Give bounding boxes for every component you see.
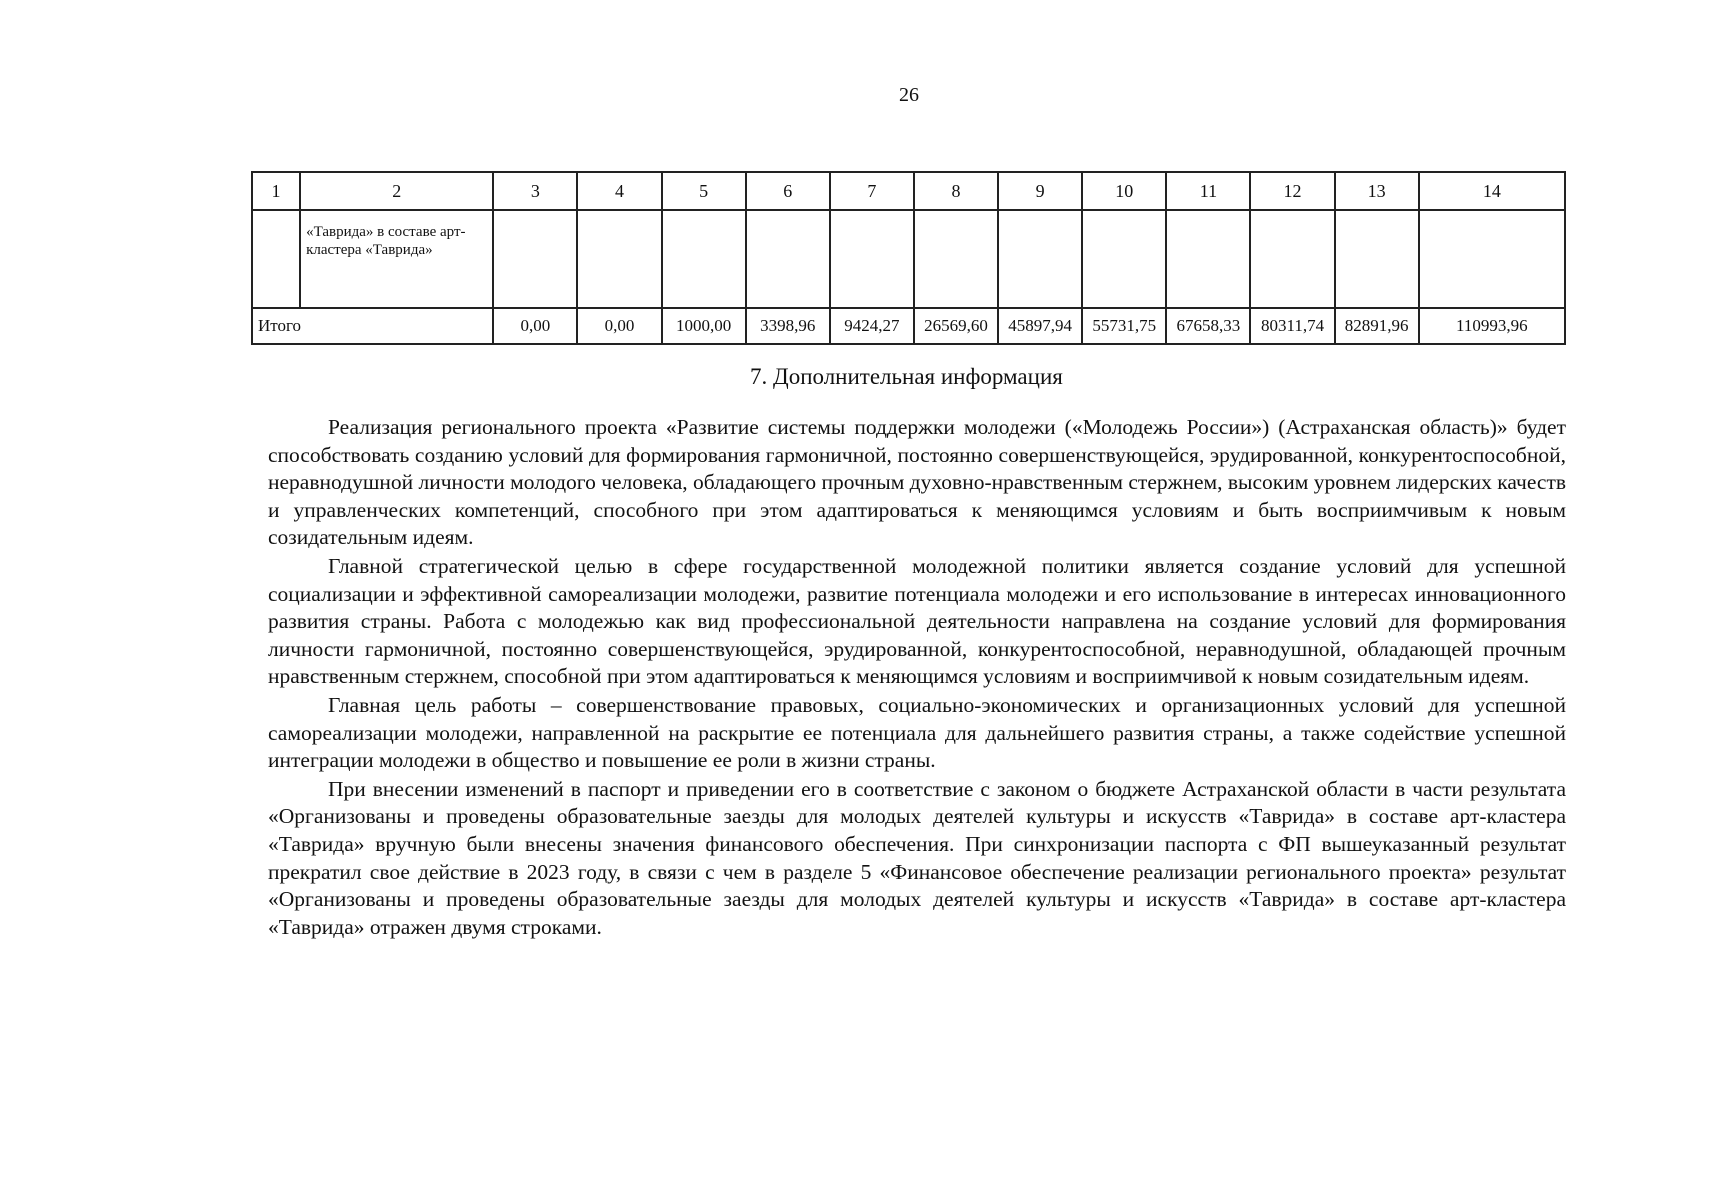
total-value-cell: 3398,96: [746, 308, 830, 344]
empty-cell: [746, 210, 830, 308]
header-cell: 5: [662, 172, 746, 210]
empty-cell: [1335, 210, 1419, 308]
header-cell: 9: [998, 172, 1082, 210]
row-description-cell: «Таврида» в составе арт-кластера «Таврида»: [300, 210, 493, 308]
empty-cell: [1419, 210, 1565, 308]
empty-cell: [252, 210, 300, 308]
header-cell: 10: [1082, 172, 1166, 210]
empty-cell: [662, 210, 746, 308]
body-text: [268, 414, 1566, 942]
page-number: 26: [899, 84, 919, 106]
header-cell: 7: [830, 172, 914, 210]
total-value-cell: 9424,27: [830, 308, 914, 344]
header-cell: 2: [300, 172, 493, 210]
table-row: [252, 210, 1565, 308]
header-cell: 1: [252, 172, 300, 210]
total-value-cell: 45897,94: [998, 308, 1082, 344]
empty-cell: [998, 210, 1082, 308]
header-cell: 14: [1419, 172, 1565, 210]
total-value-cell: 26569,60: [914, 308, 998, 344]
paragraph: Главная цель работы – совершенствование правовых, социально-экономических и организационных условий для успешной самореализации молодежи, направленной на раскрытие ее потенциала для дальнейшего развития страны, а также содействие успешной интеграции молодежи в общество и повышение ее роли в жизни страны.: [268, 692, 1566, 773]
header-cell: 3: [493, 172, 577, 210]
empty-cell: [914, 210, 998, 308]
empty-cell: [577, 210, 661, 308]
header-cell: 13: [1335, 172, 1419, 210]
paragraph: При внесении изменений в паспорт и приведении его в соответствие с законом о бюджете Астраханской области в части результата «Организованы и проведены образовательные заезды для молодых деятелей культуры и искусств «Таврида» в составе арт-кластера «Таврида» вручную были внесены значения финансового обеспечения. При синхронизации паспорта с ФП вышеуказанный результат прекратил свое действие в 2023 году, в связи с чем в разделе 5 «Финансовое обеспечение реализации регионального проекта» результат «Организованы и проведены образовательные заезды для молодых деятелей культуры и искусств «Таврида» в составе арт-кластера «Таврида» отражен двумя строками.: [268, 776, 1566, 939]
total-value-cell: 110993,96: [1419, 308, 1565, 344]
header-cell: 8: [914, 172, 998, 210]
table-header-row: [252, 172, 1565, 210]
empty-cell: [493, 210, 577, 308]
empty-cell: [830, 210, 914, 308]
total-value-cell: 1000,00: [662, 308, 746, 344]
total-value-cell: 82891,96: [1335, 308, 1419, 344]
financing-table: [251, 171, 1566, 345]
empty-cell: [1082, 210, 1166, 308]
section-title: 7. Дополнительная информация: [750, 364, 1063, 389]
total-value-cell: 0,00: [577, 308, 661, 344]
paragraph: Реализация регионального проекта «Развитие системы поддержки молодежи («Молодежь России») (Астраханская область)» будет способствовать созданию условий для формирования гармоничной, постоянно совершенствующейся, эрудированной, конкурентоспособной, неравнодушной личности молодого человека, обладающего прочным духовно-нравственным стержнем, высоким уровнем лидерских качеств и управленческих компетенций, способного при этом адаптироваться к меняющимся условиям и быть восприимчивым к новым созидательным идеям.: [268, 415, 1566, 550]
total-value-cell: 80311,74: [1250, 308, 1334, 344]
total-value-cell: 0,00: [493, 308, 577, 344]
header-cell: 6: [746, 172, 830, 210]
total-row: [252, 308, 1565, 344]
empty-cell: [1166, 210, 1250, 308]
paragraph: Главной стратегической целью в сфере государственной молодежной политики является создание условий для успешной социализации и эффективной самореализации молодежи, развитие потенциала молодежи и его использование в интересах инновационного развития страны. Работа с молодежью как вид профессиональной деятельности направлена на создание условий для формирования личности гармоничной, постоянно совершенствующейся, эрудированной, конкурентоспособной, неравнодушной, обладающей прочным нравственным стержнем, способной при этом адаптироваться к меняющимся условиям и восприимчивой к новым созидательным идеям.: [268, 553, 1566, 689]
header-cell: 12: [1250, 172, 1334, 210]
total-value-cell: 67658,33: [1166, 308, 1250, 344]
total-label: Итого: [252, 308, 493, 344]
empty-cell: [1250, 210, 1334, 308]
total-value-cell: 55731,75: [1082, 308, 1166, 344]
header-cell: 11: [1166, 172, 1250, 210]
header-cell: 4: [577, 172, 661, 210]
